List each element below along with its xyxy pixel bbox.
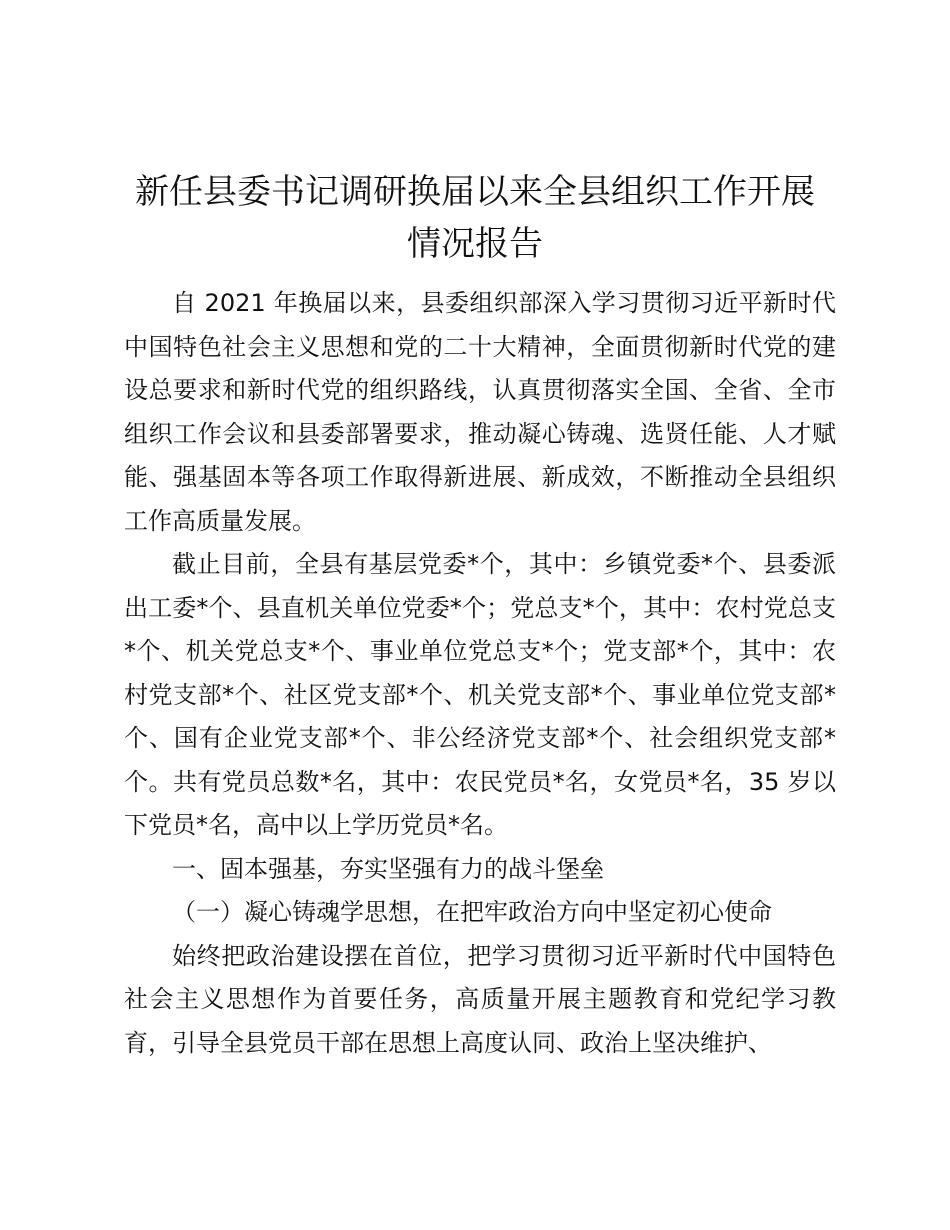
document-body xyxy=(124,282,836,1065)
section-heading-1: 一、固本强基，夯实坚强有力的战斗堡垒 xyxy=(172,854,604,883)
title-line-2: 情况报告 xyxy=(407,224,543,264)
document-title xyxy=(120,166,830,270)
title-line-1: 新任县委书记调研换届以来全县组织工作开展 xyxy=(135,172,815,212)
paragraph-political: 始终把政治建设摆在首位，把学习贯彻习近平新时代中国特色社会主义思想作为首要任务，高质量开展主题教育和党纪学习教育，引导全县党员干部在思想上高度认同、政治上坚决维护、 xyxy=(124,941,836,1057)
paragraph-statistics: 截止目前，全县有基层党委*个，其中：乡镇党委*个、县委派出工委*个、县直机关单位党委*个；党总支*个，其中：农村党总支*个、机关党总支*个、事业单位党总支*个；党支部*个，其中：农村党支部*个、社区党支部*个、机关党支部*个、事业单位党支部*个、国有企业党支部*个、非公经济党支部*个、社会组织党支部*个。共有党员总数*名，其中：农民党员*名，女党员*名，35 岁以下党员*名，高中以上学历党员*名。 xyxy=(124,550,836,839)
subsection-heading-1: （一）凝心铸魂学思想，在把牢政治方向中坚定初心使命 xyxy=(172,898,772,926)
paragraph-intro: 自 2021 年换届以来，县委组织部深入学习贯彻习近平新时代中国特色社会主义思想和党的二十大精神，全面贯彻新时代党的建设总要求和新时代党的组织路线，认真贯彻落实全国、全省、全市组织工作会议和县委部署要求，推动凝心铸魂、选贤任能、人才赋能、强基固本等各项工作取得新进展、新成效，不断推动全县组织工作高质量发展。 xyxy=(124,289,836,535)
